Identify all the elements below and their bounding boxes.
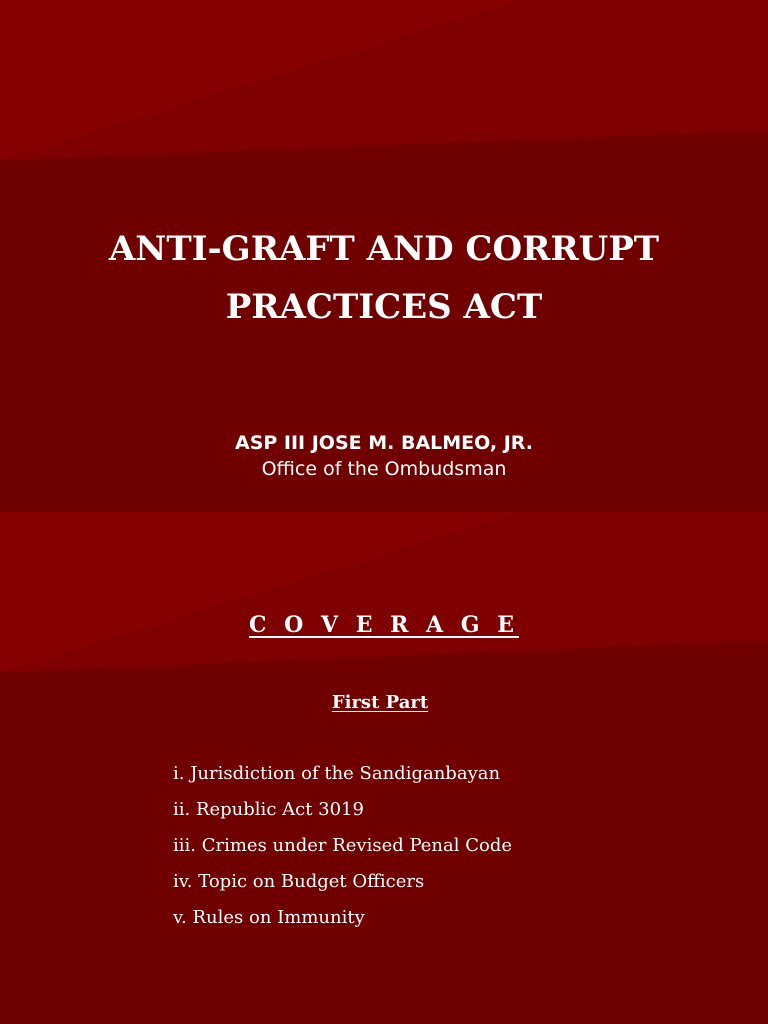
part-label-text: First Part [331, 692, 429, 713]
topic-item: i. Jurisdiction of the Sandiganbayan [173, 763, 501, 784]
title-line-1: ANTI-GRAFT AND CORRUPT [108, 229, 660, 269]
topic-list [173, 760, 512, 940]
presenter-block [0, 430, 768, 482]
topic-item: iv. Topic on Budget Officers [173, 871, 425, 892]
presenter-office: Office of the Ombudsman [261, 458, 507, 480]
part-label [0, 692, 760, 713]
coverage-heading-text: C O V E R A G E [248, 612, 520, 638]
title-line-2: PRACTICES ACT [225, 287, 543, 327]
presenter-name: ASP III JOSE M. BALMEO, JR. [234, 432, 533, 454]
topic-item: iii. Crimes under Revised Penal Code [173, 835, 513, 856]
slide-title [0, 220, 768, 336]
topic-item: v. Rules on Immunity [173, 907, 365, 928]
topic-item: ii. Republic Act 3019 [173, 799, 364, 820]
coverage-slide [0, 512, 768, 1024]
coverage-heading [0, 612, 768, 638]
